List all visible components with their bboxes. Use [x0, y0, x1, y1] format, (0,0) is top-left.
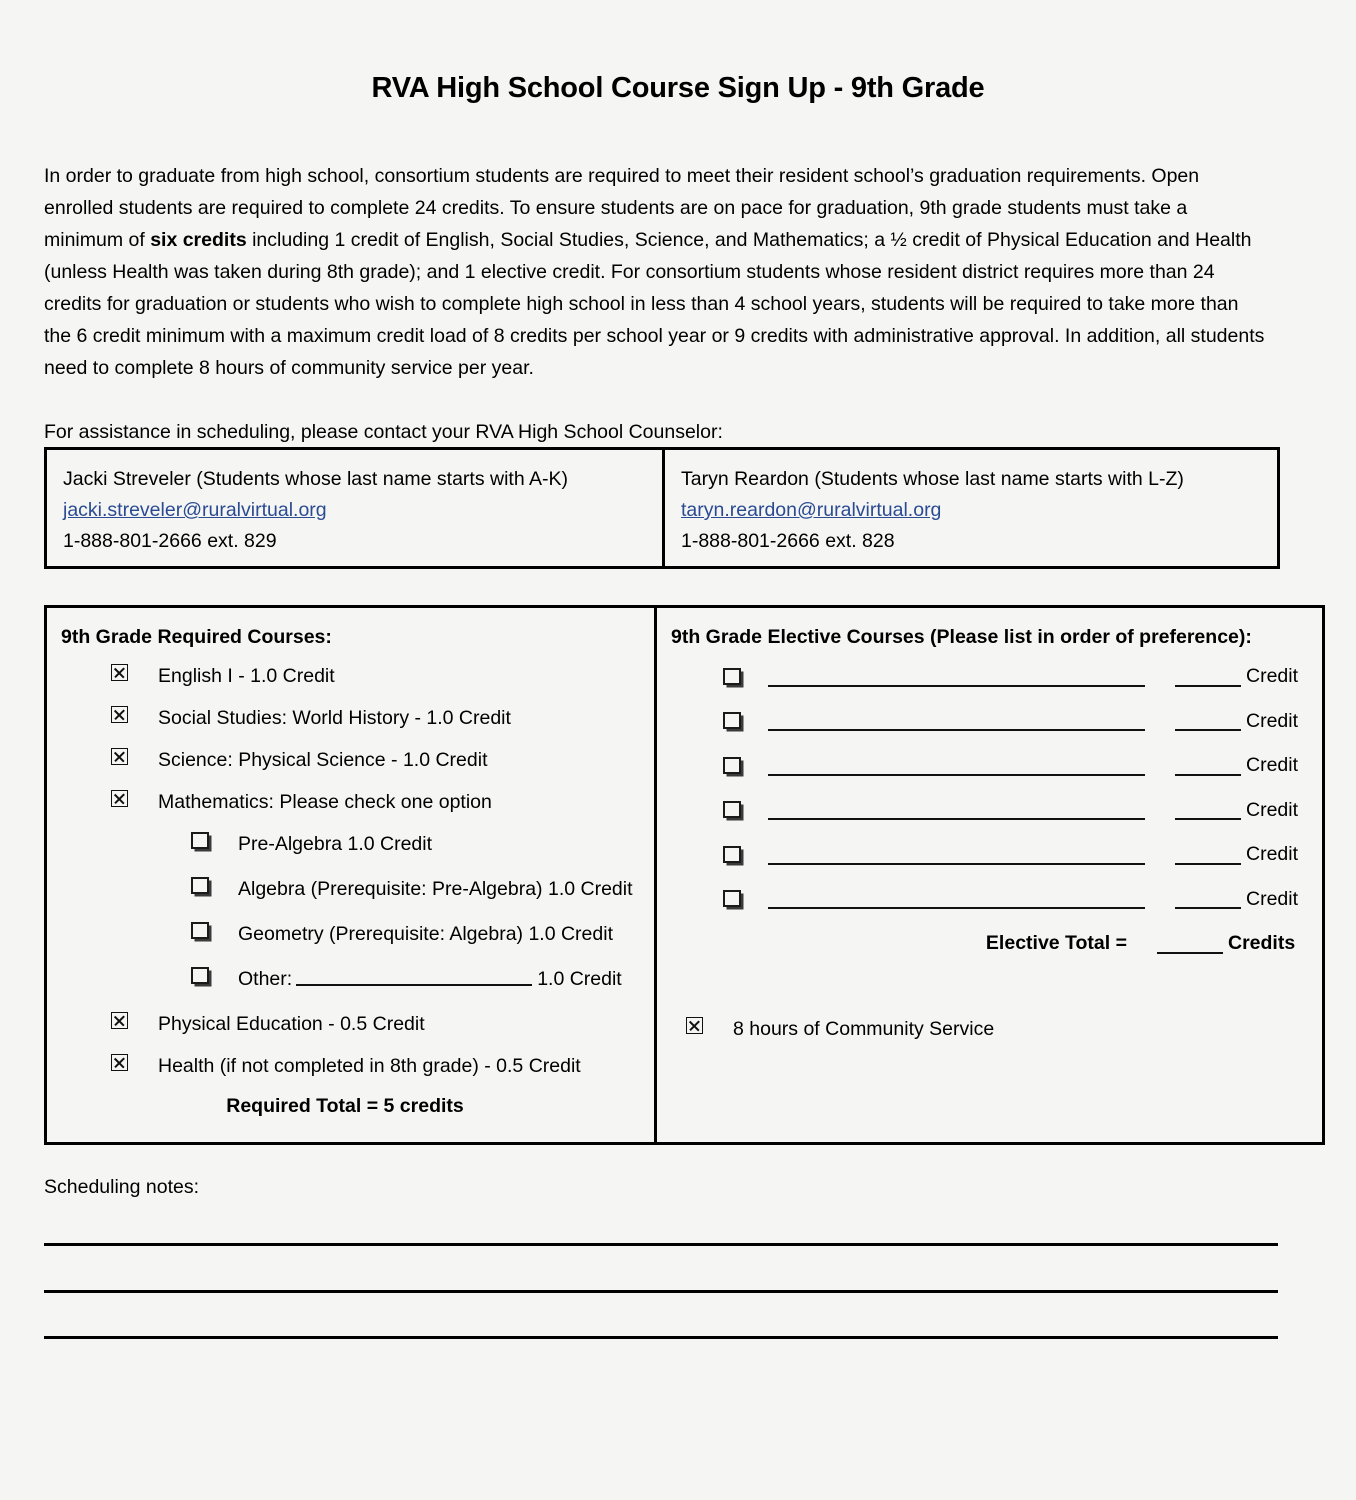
required-course-item[interactable]	[61, 748, 654, 772]
required-total-label: Required Total = 5 credits	[226, 1095, 464, 1117]
scheduling-notes-line[interactable]	[44, 1336, 1278, 1339]
required-course-label: Physical Education - 0.5 Credit	[158, 1013, 425, 1035]
community-service-label: 8 hours of Community Service	[733, 1018, 995, 1040]
empty-box-icon[interactable]	[191, 832, 209, 849]
checked-box-icon[interactable]	[111, 664, 128, 681]
math-option-label: Algebra (Prerequisite: Pre-Algebra) 1.0 Credit	[238, 878, 633, 900]
elective-credit-label: Credit	[1246, 798, 1299, 821]
scheduling-notes-line[interactable]	[44, 1243, 1278, 1246]
course-selection-box	[44, 605, 1325, 1145]
required-course-label: English I - 1.0 Credit	[158, 665, 335, 687]
intro-text-part-2: including 1 credit of English, Social Studies, Science, and Mathematics; a ½ credit of Physical Education and Health (unless Health was taken during 8th grade); and 1 elective credit. For consortium students whose resident district requires more than 24 credits for graduation or students who wish to complete high school in less than 4 school years, students will be required to take more than the 6 credit minimum with a maximum credit load of 8 credits per school year or 9 credits with administrative approval. In addition, all students need to complete 8 hours of community service per year.	[44, 229, 1265, 379]
elective-row[interactable]	[671, 664, 1322, 688]
elective-total-credits-label: Credits	[1228, 932, 1296, 954]
empty-box-icon[interactable]	[191, 922, 209, 939]
elective-credit-input[interactable]	[1175, 888, 1241, 909]
checked-box-icon[interactable]	[111, 790, 128, 807]
required-courses-column	[47, 608, 657, 1142]
math-option-other-label: Other:	[238, 968, 293, 990]
elective-course-input[interactable]	[768, 755, 1145, 776]
empty-box-icon[interactable]	[723, 890, 741, 907]
elective-credit-input[interactable]	[1175, 666, 1241, 687]
elective-course-input[interactable]	[768, 710, 1145, 731]
intro-text-part-1: In order to graduate from high school, consortium students are required to meet their resident school’s graduation requirements. Open enrolled students are required to complete 24 credits. To ensure students are on pace for graduation, 9th grade students must take a minimum of	[44, 165, 1200, 251]
required-course-item[interactable]	[61, 1012, 654, 1036]
empty-box-icon[interactable]	[723, 846, 741, 863]
math-option-item[interactable]	[61, 877, 654, 901]
elective-course-input[interactable]	[768, 799, 1145, 820]
required-courses-heading: 9th Grade Required Courses:	[61, 626, 332, 648]
counselor-cell-a-k	[47, 450, 665, 566]
counselor-lead-in-text: For assistance in scheduling, please contact your RVA High School Counselor:	[44, 421, 723, 443]
checked-box-icon[interactable]	[111, 748, 128, 765]
required-course-item[interactable]	[61, 664, 654, 688]
elective-credit-label: Credit	[1246, 843, 1299, 865]
math-option-item[interactable]	[61, 922, 654, 946]
elective-credit-label: Credit	[1246, 665, 1299, 687]
intro-emphasis-six-credits: six credits	[150, 229, 247, 251]
empty-box-icon[interactable]	[723, 668, 741, 685]
counselor-phone: 1-888-801-2666 ext. 829	[63, 530, 277, 552]
counselor-email-link[interactable]: jacki.streveler@ruralvirtual.org	[63, 499, 327, 521]
elective-total-label: Elective Total =	[985, 931, 1127, 954]
empty-box-icon[interactable]	[191, 877, 209, 894]
elective-course-input[interactable]	[768, 844, 1145, 865]
empty-box-icon[interactable]	[723, 757, 741, 774]
elective-courses-heading: 9th Grade Elective Courses (Please list in order of preference):	[671, 626, 1252, 648]
counselor-name: Taryn Reardon (Students whose last name starts with L-Z)	[681, 468, 1184, 490]
checked-box-icon[interactable]	[686, 1017, 703, 1034]
page-title: RVA High School Course Sign Up - 9th Grade	[371, 72, 985, 104]
counselor-email-link[interactable]: taryn.reardon@ruralvirtual.org	[681, 499, 942, 521]
required-course-label: Science: Physical Science - 1.0 Credit	[158, 749, 488, 771]
elective-credit-input[interactable]	[1175, 755, 1241, 776]
elective-course-input[interactable]	[768, 666, 1145, 687]
math-option-label: Geometry (Prerequisite: Algebra) 1.0 Credit	[238, 923, 613, 945]
required-course-item[interactable]	[61, 790, 654, 814]
community-service-item[interactable]	[671, 1017, 1322, 1041]
elective-row[interactable]	[671, 887, 1322, 911]
counselor-cell-l-z	[665, 450, 1280, 566]
math-option-other-input[interactable]	[296, 967, 532, 986]
elective-courses-column	[657, 608, 1322, 1142]
math-option-other[interactable]	[61, 967, 654, 991]
elective-credit-label: Credit	[1246, 709, 1299, 732]
counselor-name: Jacki Streveler (Students whose last name starts with A-K)	[63, 468, 569, 490]
required-course-label: Mathematics: Please check one option	[158, 791, 492, 813]
elective-credit-input[interactable]	[1175, 844, 1241, 865]
empty-box-icon[interactable]	[723, 801, 741, 818]
elective-row[interactable]	[671, 709, 1322, 733]
counselor-contact-box	[44, 447, 1280, 569]
checked-box-icon[interactable]	[111, 1054, 128, 1071]
required-course-label: Health (if not completed in 8th grade) - 0.5 Credit	[158, 1055, 581, 1077]
elective-row[interactable]	[671, 842, 1322, 866]
elective-total-row	[671, 931, 1322, 955]
math-option-item[interactable]	[61, 832, 654, 856]
required-course-item[interactable]	[61, 706, 654, 730]
empty-box-icon[interactable]	[723, 712, 741, 729]
intro-paragraph	[44, 160, 1266, 384]
math-option-label: Pre-Algebra 1.0 Credit	[238, 833, 433, 855]
empty-box-icon[interactable]	[191, 967, 209, 984]
required-course-item[interactable]	[61, 1054, 654, 1078]
elective-row[interactable]	[671, 753, 1322, 777]
checked-box-icon[interactable]	[111, 1012, 128, 1029]
required-course-label: Social Studies: World History - 1.0 Credit	[158, 707, 511, 729]
counselor-phone: 1-888-801-2666 ext. 828	[681, 530, 895, 552]
math-option-other-credit: 1.0 Credit	[537, 968, 622, 990]
elective-row[interactable]	[671, 798, 1322, 822]
checked-box-icon[interactable]	[111, 706, 128, 723]
elective-credit-input[interactable]	[1175, 799, 1241, 820]
scheduling-notes-label: Scheduling notes:	[44, 1176, 200, 1198]
elective-course-input[interactable]	[768, 888, 1145, 909]
elective-credit-input[interactable]	[1175, 710, 1241, 731]
elective-total-input[interactable]	[1157, 933, 1223, 954]
elective-credit-label: Credit	[1246, 887, 1299, 910]
elective-credit-label: Credit	[1246, 754, 1299, 776]
scheduling-notes-line[interactable]	[44, 1290, 1278, 1293]
